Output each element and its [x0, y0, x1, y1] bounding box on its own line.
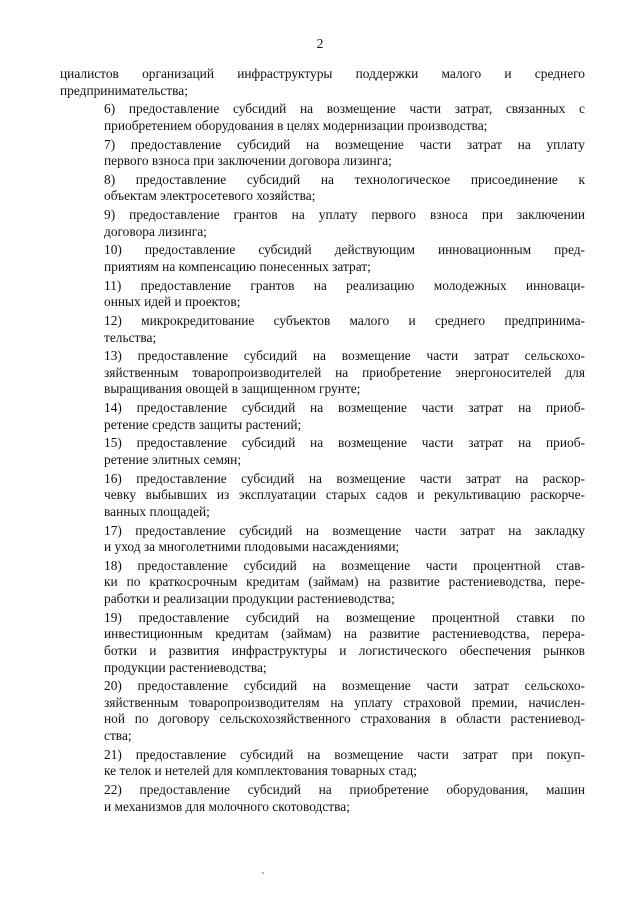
text-line: ретение элитных семян; [104, 452, 242, 467]
paragraph [60, 747, 585, 780]
paragraph [60, 207, 585, 240]
paragraph [60, 278, 585, 311]
text-line: тельства; [104, 329, 157, 345]
paragraph [60, 523, 585, 556]
text-line: ботки и развития инфраструктуры и логистического обеспечения рынков [104, 642, 585, 658]
text-line: 9) предоставление грантов на уплату первого взноса при заключении [104, 207, 585, 223]
text-line: ства; [104, 727, 132, 743]
text-line: приобретением оборудования в целях модернизации производства; [104, 117, 488, 133]
text-line: ки по краткосрочным кредитам (займам) на развитие растениеводства, пере- [104, 574, 585, 590]
text-line: 21) предоставление субсидий на возмещение части затрат при покуп- [104, 746, 585, 762]
text-line: 19) предоставление субсидий на возмещение процентной ставки по [104, 609, 585, 625]
paragraph [60, 348, 585, 398]
text-line: предпринимательства; [60, 82, 188, 98]
paragraph [60, 610, 585, 676]
text-line: чевку выбывших из эксплуатации старых садов и рекультивацию раскорче- [104, 487, 585, 503]
paragraph [60, 678, 585, 744]
text-line: выращивания овощей в защищенном грунте; [104, 381, 361, 397]
text-line: 8) предоставление субсидий на технологическое присоединение к [104, 171, 585, 187]
text-line: 11) предоставление грантов на реализацию молодежных инноваци- [104, 277, 585, 293]
text-line: 6) предоставление субсидий на возмещение части затрат, связанных с [104, 101, 585, 117]
text-line: ной по договору сельскохозяйственного страхования в области растениевод- [104, 711, 585, 727]
text-line: работки и реализации продукции растениеводства; [104, 591, 395, 607]
text-line: ванных площадей; [104, 503, 210, 519]
text-line: 10) предоставление субсидий действующим инновационным пред- [104, 242, 585, 258]
text-line: зяйственным товаропроизводителей на приобретение энергоносителей для [104, 364, 585, 380]
text-line: и уход за многолетними плодовыми насаждениями; [104, 539, 400, 555]
paragraph [60, 471, 585, 521]
paragraph [60, 435, 585, 468]
text-line: инвестиционным кредитам (займам) на развитие растениеводства, перера- [104, 626, 585, 642]
text-line: продукции растениеводства; [104, 659, 267, 675]
text-line: приятиям на компенсацию понесенных затрат; [104, 259, 371, 274]
text-line: ретение средств защиты растений; [104, 416, 302, 432]
text-line: ке телок и нетелей для комплектования товарных стад; [104, 763, 418, 779]
paragraph [60, 242, 585, 275]
paragraph [60, 66, 585, 99]
paragraph [60, 101, 585, 134]
text-line: 20) предоставление субсидий на возмещение части затрат сельскохо- [104, 678, 585, 694]
text-line: и механизмов для молочного скотоводства; [104, 798, 350, 814]
paragraph [60, 400, 585, 433]
paragraph [60, 137, 585, 170]
paragraph [60, 313, 585, 346]
text-line: объектам электросетевого хозяйства; [104, 188, 316, 204]
text-line: 16) предоставление субсидий на возмещение части затрат на раскор- [104, 470, 585, 486]
paragraph [60, 558, 585, 608]
text-line: первого взноса при заключении договора лизинга; [104, 153, 392, 169]
text-line: 14) предоставление субсидий на возмещение части затрат на приоб- [104, 400, 585, 416]
scan-speck [262, 872, 264, 874]
text-line: 13) предоставление субсидий на возмещение части затрат сельскохо- [104, 348, 585, 364]
text-line: 12) микрокредитование субъектов малого и среднего предпринима- [104, 312, 585, 328]
document-body [60, 66, 585, 817]
page-number: 2 [316, 36, 324, 51]
text-line: 15) предоставление субсидий на возмещение части затрат на приоб- [104, 435, 585, 451]
paragraph [60, 172, 585, 205]
text-line: 22) предоставление субсидий на приобретение оборудования, машин [104, 781, 585, 797]
text-line: 7) предоставление субсидий на возмещение части затрат на уплату [104, 136, 585, 152]
text-line: 18) предоставление субсидий на возмещение части процентной став- [104, 557, 585, 573]
paragraph [60, 782, 585, 815]
text-line: договора лизинга; [104, 223, 207, 239]
text-line: онных идей и проектов; [104, 294, 241, 310]
text-line: 17) предоставление субсидий на возмещение части затрат на закладку [104, 522, 585, 538]
text-line: циалистов организаций инфраструктуры поддержки малого и среднего [60, 66, 585, 81]
text-line: зяйственным товаропроизводителям на уплату страховой премии, начислен- [104, 694, 585, 710]
